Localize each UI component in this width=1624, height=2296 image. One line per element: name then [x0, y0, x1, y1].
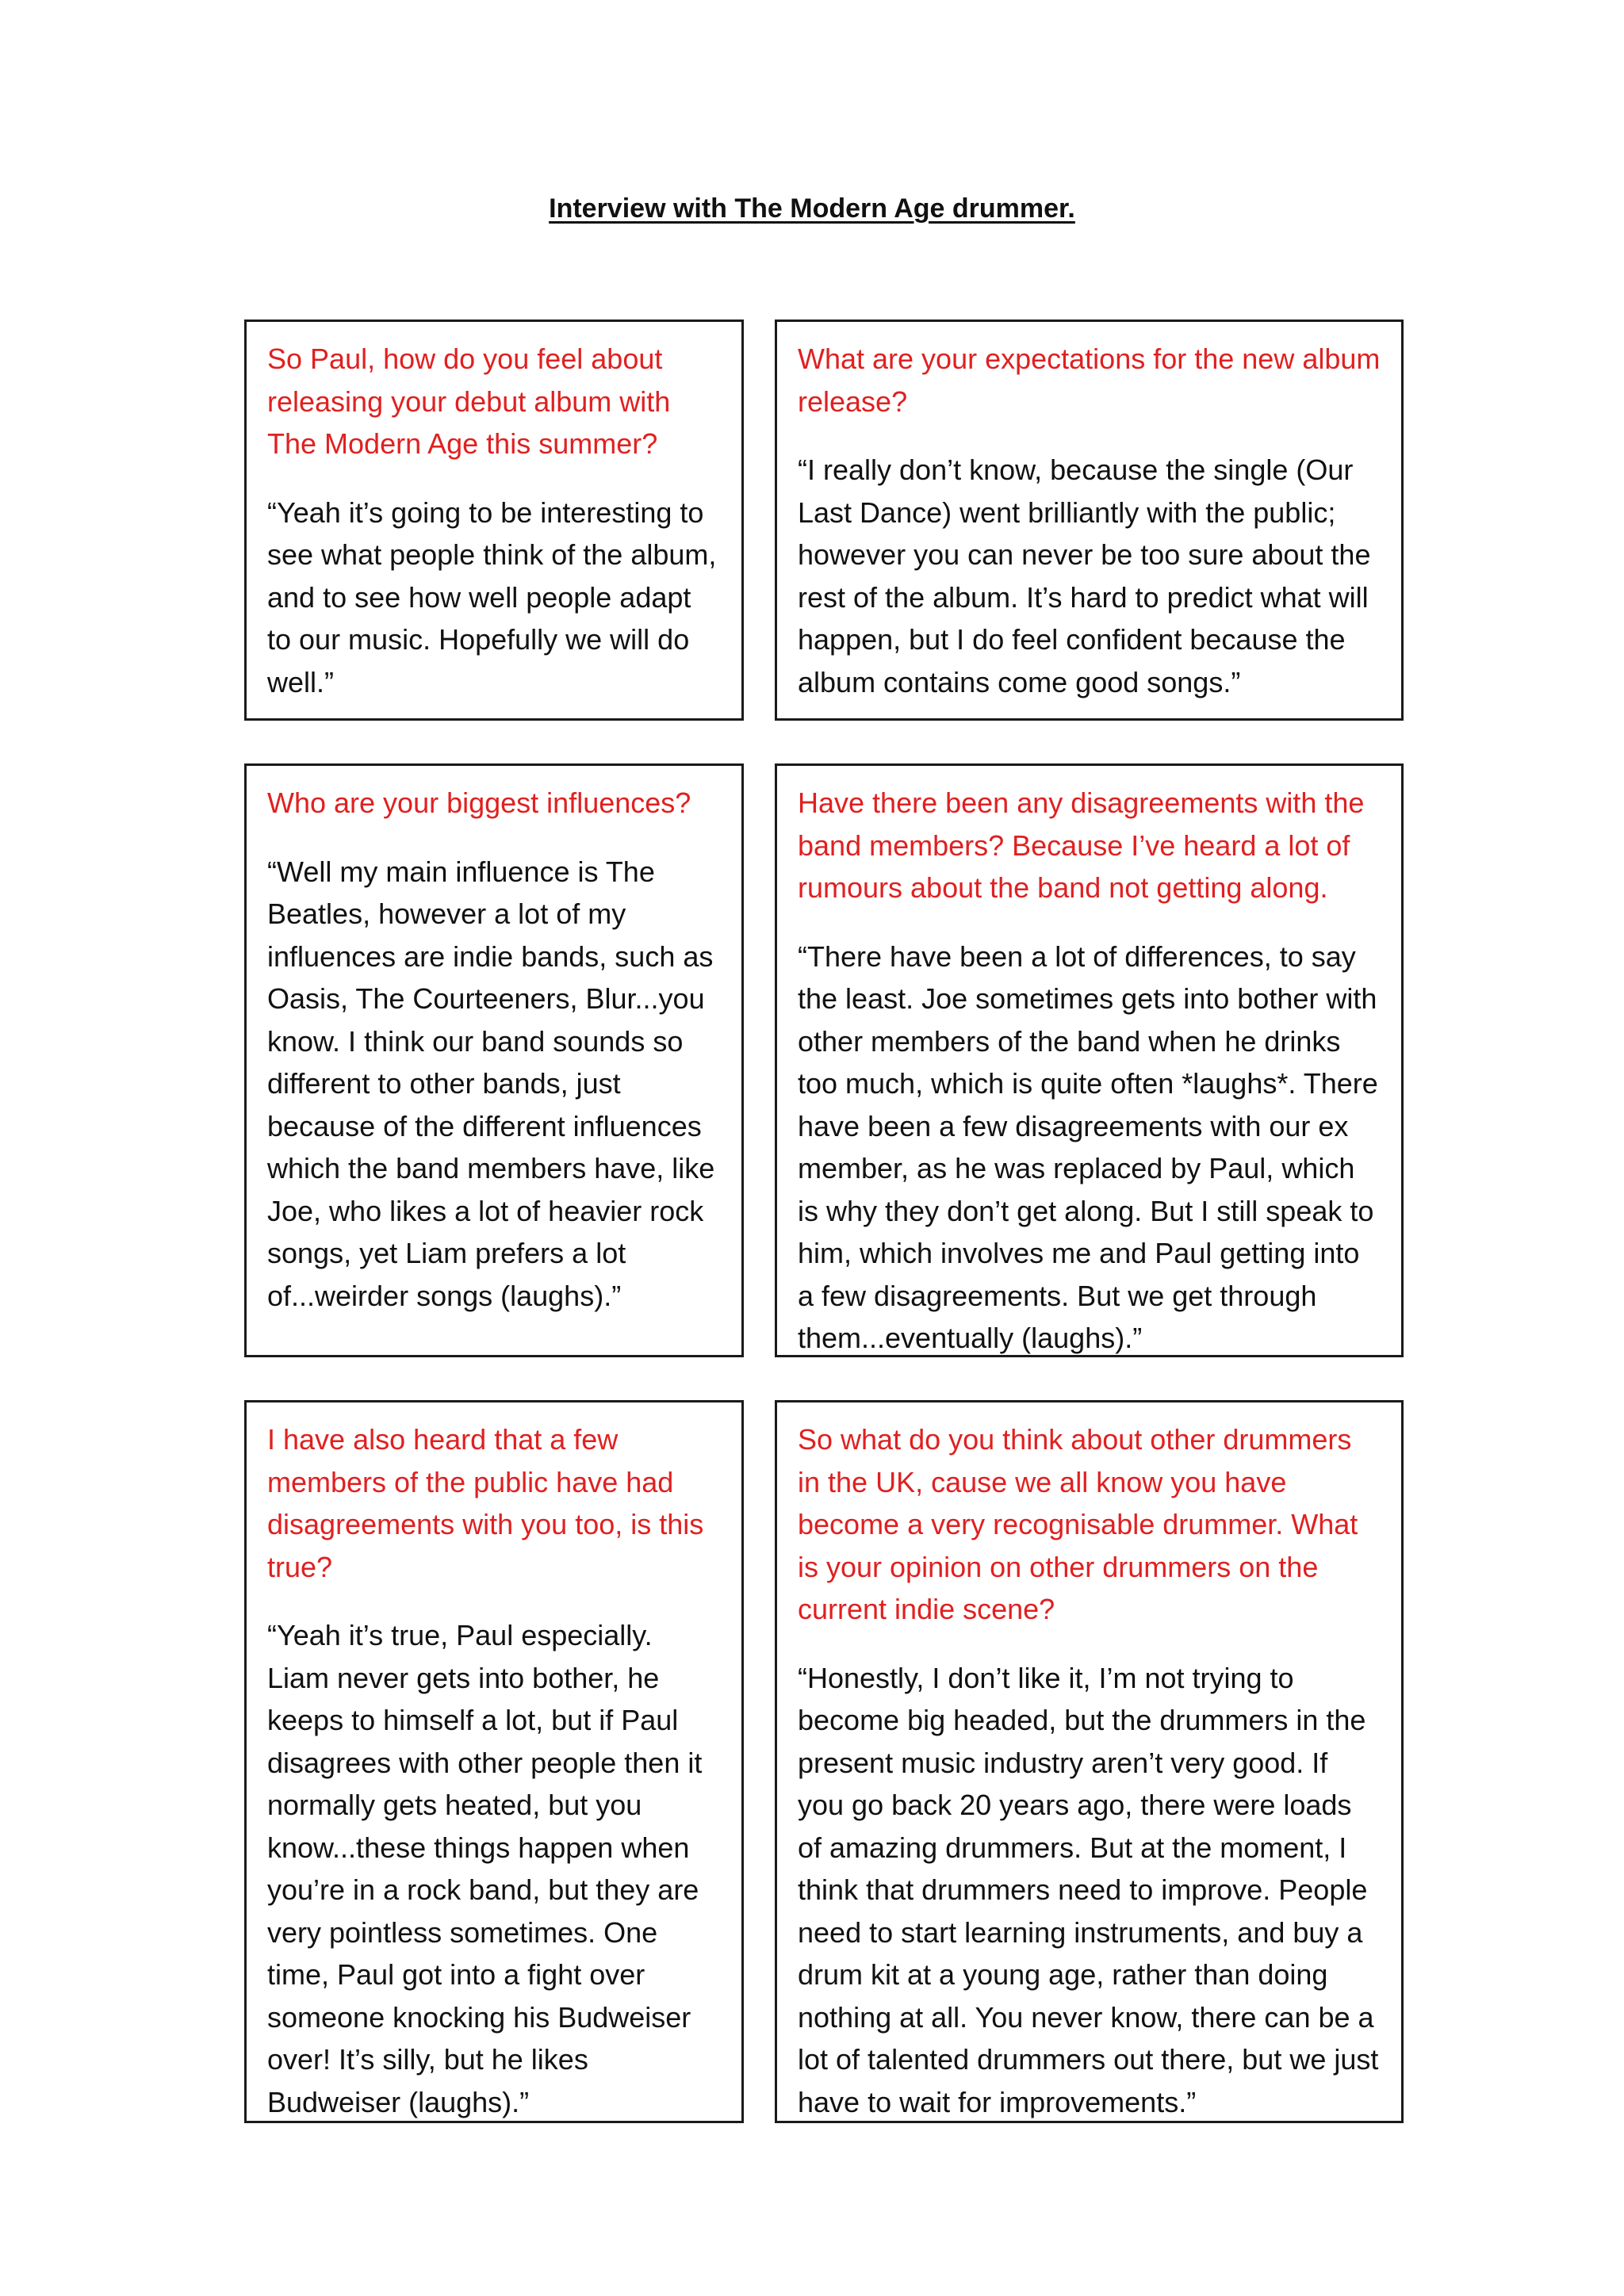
question-text: I have also heard that a few members of the public have had disagreements with you too, is this true?	[267, 1423, 704, 1583]
answer-text: “Yeah it’s going to be interesting to see what people think of the album, and to see how well people adapt to our music. Hopefully we will do well.”	[267, 496, 717, 698]
qa-box-album-expectations	[775, 320, 1404, 721]
answer-text: “I really don’t know, because the single (Our Last Dance) went brilliantly with the public; however you can never be too sure about the rest of the album. It’s hard to predict what will happen, but I do feel confident because the album contains come good songs.”	[798, 453, 1371, 698]
question-text: So Paul, how do you feel about releasing your debut album with The Modern Age this summer?	[267, 342, 671, 460]
qa-box-other-drummers	[775, 1400, 1404, 2123]
question-text: Have there been any disagreements with the band members? Because I’ve heard a lot of rumours about the band not getting along.	[798, 786, 1365, 904]
answer-text: “Well my main influence is The Beatles, however a lot of my influences are indie bands, such as Oasis, The Courteeners, Blur...you know. I think our band sounds so different to other bands, just because of the different influences which the band members have, like Joe, who likes a lot of heavier rock songs, yet Liam prefers a lot of...weirder songs (laughs).”	[267, 855, 715, 1312]
answer-text: “There have been a lot of differences, to say the least. Joe sometimes gets into bother with other members of the band when he drinks too much, which is quite often *laughs*. There have been a few disagreements with our ex member, as he was replaced by Paul, which is why they don’t get along. But I still speak to him, which involves me and Paul getting into a few disagreements. But we get through them...eventually (laughs).”	[798, 939, 1378, 1354]
qa-box-album-feelings	[244, 320, 744, 721]
question-text: So what do you think about other drummers in the UK, cause we all know you have become a very recognisable drummer. What is your opinion on other drummers on the current indie scene?	[798, 1423, 1358, 1625]
qa-box-band-disagreements	[775, 763, 1404, 1357]
qa-box-public-disagreements	[244, 1400, 744, 2123]
page-title: Interview with The Modern Age drummer.	[549, 193, 1075, 224]
question-text: What are your expectations for the new album release?	[798, 342, 1381, 418]
qa-box-influences	[244, 763, 744, 1357]
answer-text: “Yeah it’s true, Paul especially. Liam never gets into bother, he keeps to himself a lot, but if Paul disagrees with other people then it normally gets heated, but you know...these things happen when you’re in a rock band, but they are very pointless sometimes. One time, Paul got into a fight over someone knocking his Budweiser over! It’s silly, but he likes Budweiser (laughs).”	[267, 1619, 703, 2118]
answer-text: “Honestly, I don’t like it, I’m not trying to become big headed, but the drummers in the present music industry aren’t very good. If you go back 20 years ago, there were loads of amazing drummers. But at the moment, I think that drummers need to improve. People need to start learning instruments, and buy a drum kit at a young age, rather than doing nothing at all. You never know, there can be a lot of talented drummers out there, but we just have to wait for improvements.”	[798, 1661, 1379, 2118]
question-text: Who are your biggest influences?	[267, 786, 691, 819]
